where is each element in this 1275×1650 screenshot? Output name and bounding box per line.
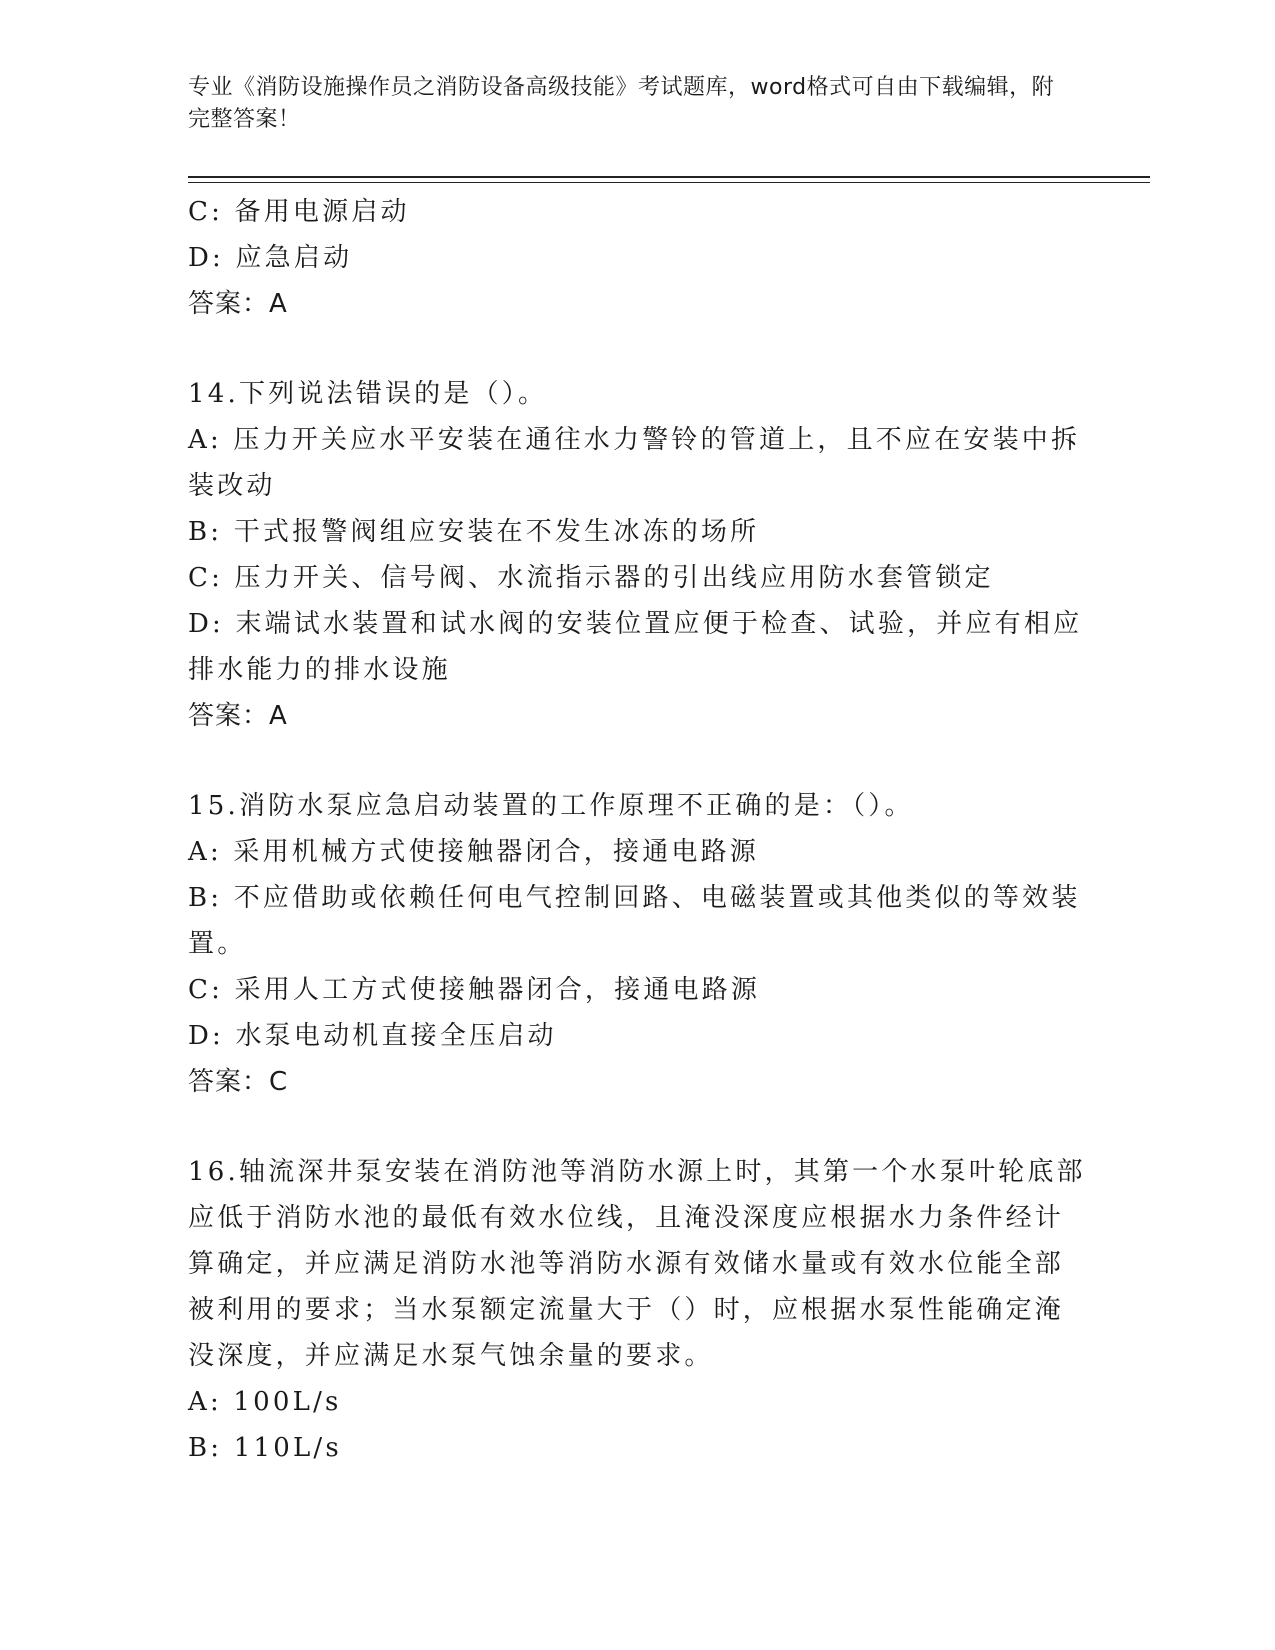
question-13-tail [188, 189, 1088, 327]
option-d: D: 水泵电动机直接全压启动 [188, 1021, 557, 1051]
header-rule-thick [188, 176, 1150, 178]
option-a: A: 100L/s [188, 1387, 342, 1417]
option-b: B: 干式报警阀组应安装在不发生冰冻的场所 [188, 517, 760, 547]
option-a: A: 压力开关应水平安装在通往水力警铃的管道上，且不应在安装中拆装改动 [188, 425, 1081, 501]
question-stem: 16.轴流深井泵安装在消防池等消防水源上时，其第一个水泵叶轮底部应低于消防水池的最低有效水位线，且淹没深度应根据水力条件经计算确定，并应满足消防水池等消防水源有效储水量或有效水位能全部被利用的要求；当水泵额定流量大于（）时，应根据水泵性能确定淹没深度，并应满足水泵气蚀余量的要求。 [188, 1157, 1086, 1371]
document-header: 专业《消防设施操作员之消防设备高级技能》考试题库，word格式可自由下载编辑，附完整答案！ [188, 75, 1055, 132]
question-15 [188, 783, 1088, 1105]
option-d: D: 末端试水装置和试水阀的安装位置应便于检查、试验，并应有相应排水能力的排水设施 [188, 609, 1083, 685]
option-c: C: 采用人工方式使接触器闭合，接通电路源 [188, 975, 761, 1005]
document-body [188, 189, 1088, 1471]
answer-label: 答案：A [188, 289, 288, 319]
option-b: B: 不应借助或依赖任何电气控制回路、电磁装置或其他类似的等效装置。 [188, 883, 1081, 959]
answer-label: 答案：A [188, 701, 288, 731]
option-d: D: 应急启动 [188, 243, 353, 273]
option-c: C: 备用电源启动 [188, 197, 410, 227]
header-rule-thin [188, 182, 1150, 183]
question-16 [188, 1149, 1088, 1471]
option-c: C: 压力开关、信号阀、水流指示器的引出线应用防水套管锁定 [188, 563, 994, 593]
option-a: A: 采用机械方式使接触器闭合，接通电路源 [188, 837, 760, 867]
question-14 [188, 371, 1088, 739]
question-stem: 15.消防水泵应急启动装置的工作原理不正确的是：（）。 [188, 791, 914, 821]
answer-label: 答案：C [188, 1067, 289, 1097]
option-b: B: 110L/s [188, 1433, 342, 1463]
question-stem: 14.下列说法错误的是（）。 [188, 379, 548, 409]
